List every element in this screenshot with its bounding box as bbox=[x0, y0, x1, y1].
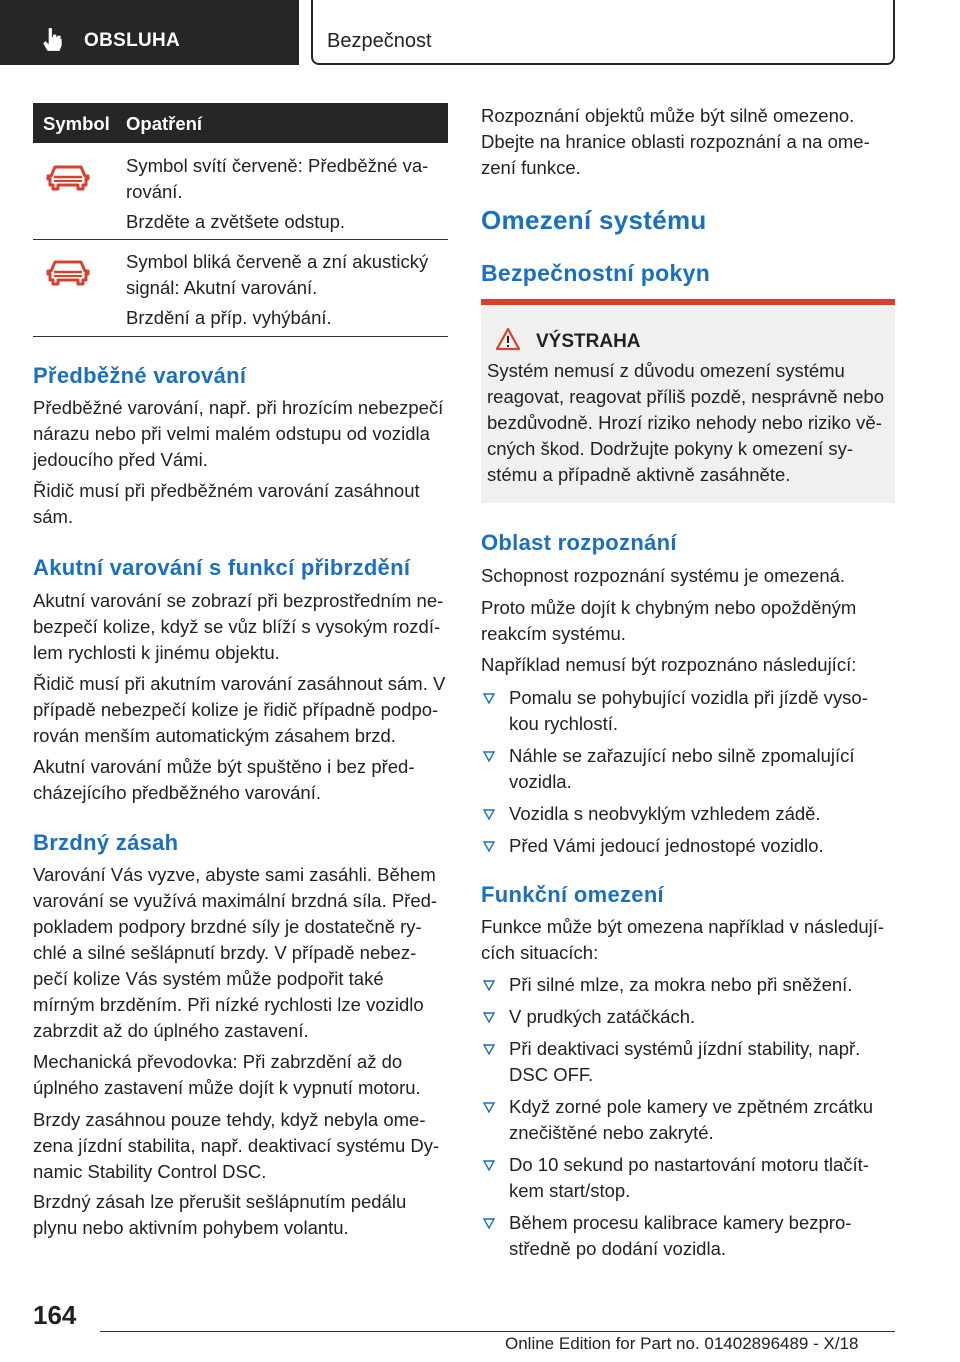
heading-func: Funkční omezení bbox=[481, 882, 664, 907]
list-item: Během procesu kalibrace kamery bezpro- středně po dodání vozidla. bbox=[481, 1210, 895, 1262]
warning-triangle-icon bbox=[495, 327, 521, 351]
list-item: Náhle se zařazující nebo silně zpomalující vozidla. bbox=[481, 743, 895, 795]
bullet-arrow-icon bbox=[483, 1011, 495, 1023]
col-action: Opatření bbox=[126, 113, 203, 134]
brake-p3: Brzdy zasáhnou pouze tehdy, když nebyla ome- zena jízdní stabilita, např. deaktivací systému Dy- namic Stability Control DSC. bbox=[33, 1109, 440, 1182]
heading-pre-warning: Předběžné varování bbox=[33, 363, 247, 388]
row-action: Brzděte a zvětšete odstup. bbox=[126, 211, 346, 232]
bullet-arrow-icon bbox=[483, 808, 495, 820]
acute-p1: Akutní varování se zobrazí při bezprostředním ne- bezpečí kolize, když se vůz blíží s vysokým rozdí- lem rychlosti k jinému objektu. bbox=[33, 590, 444, 663]
acute-p2: Řidič musí při akutním varování zasáhnout sám. V případě nebezpečí kolize je řidič případně podpo- rován menším automatickým zásahem brzd. bbox=[33, 673, 446, 746]
pre-p2: Řidič musí při předběžném varování zasáhnout sám. bbox=[33, 480, 420, 527]
table-header bbox=[33, 103, 448, 143]
section-label: OBSLUHA bbox=[84, 30, 181, 51]
heading-acute: Akutní varování s funkcí přibrzdění bbox=[33, 555, 411, 580]
warning-text: Systém nemusí z důvodu omezení systému reagovat, reagovat příliš pozdě, nesprávně nebo bezdůvodně. Hrozí riziko nehody nebo riziko vě- cných škod. Dodržujte pokyny k omezení sy- stému a případně aktivně zasáhněte. bbox=[487, 360, 884, 485]
list-item: V prudkých zatáčkách. bbox=[481, 1004, 895, 1030]
brake-p4: Brzdný zásah lze přerušit sešlápnutím pedálu plynu nebo aktivním pohybem volantu. bbox=[33, 1191, 407, 1238]
area-p3: Například nemusí být rozpoznáno následující: bbox=[481, 654, 857, 675]
bullet-arrow-icon bbox=[483, 1217, 495, 1229]
brake-p2: Mechanická převodovka: Při zabrzdění až do úplného zastavení může dojít k vypnutí motoru. bbox=[33, 1051, 421, 1098]
col-symbol: Symbol bbox=[43, 113, 110, 134]
table-row bbox=[33, 240, 448, 337]
list-item: Při deaktivaci systémů jízdní stability, např. DSC OFF. bbox=[481, 1036, 895, 1088]
func-p1: Funkce může být omezena například v následují- cích situacích: bbox=[481, 916, 885, 963]
func-list bbox=[481, 972, 895, 1262]
area-p1: Schopnost rozpoznání systému je omezená. bbox=[481, 565, 846, 586]
list-item: Pomalu se pohybující vozidla při jízdě vyso- kou rychlostí. bbox=[481, 685, 895, 737]
heading-safety: Bezpečnostní pokyn bbox=[481, 260, 711, 286]
heading-brake: Brzdný zásah bbox=[33, 830, 179, 855]
car-warning-icon bbox=[45, 163, 91, 195]
warning-title: VÝSTRAHA bbox=[536, 331, 641, 352]
heading-area: Oblast rozpoznání bbox=[481, 530, 677, 555]
chapter-tab[interactable] bbox=[311, 0, 895, 65]
list-item: Vozidla s neobvyklým vzhledem zádě. bbox=[481, 801, 895, 827]
table-row bbox=[33, 143, 448, 240]
warning-box bbox=[481, 299, 895, 503]
heading-limits: Omezení systému bbox=[481, 205, 707, 235]
car-warning-icon bbox=[45, 258, 91, 290]
brake-p1: Varování Vás vyzve, abyste sami zasáhli. Během varování se využívá maximální brzdná síla. Před- pokladem podpory brzdné síly je dostatečně ry- chlé a silné sešlápnutí brzdy. V případě nebez- pečí kolize Vás systém může podpořit také mírným brzděním. Při nízké rychlosti lze vozidlo zabrzdit až do úplného zastavení. bbox=[33, 864, 438, 1041]
list-item: Při silné mlze, za mokra nebo při sněžení. bbox=[481, 972, 895, 998]
row-action: Brzdění a příp. vyhýbání. bbox=[126, 307, 332, 328]
acute-p3: Akutní varování může být spuštěno i bez před- cházejícího předběžného varování. bbox=[33, 756, 415, 803]
bullet-arrow-icon bbox=[483, 840, 495, 852]
pre-p1: Předběžné varování, např. při hrozícím nebezpečí nárazu nebo při velmi malém odstupu od vozidla jedoucího před Vámi. bbox=[33, 397, 444, 470]
page-number: 164 bbox=[33, 1300, 77, 1330]
chapter-label: Bezpečnost bbox=[327, 30, 432, 52]
footer-edition: Online Edition for Part no. 01402896489 - X/18 bbox=[505, 1334, 859, 1353]
list-item: Když zorné pole kamery ve zpětném zrcátku znečištěné nebo zakryté. bbox=[481, 1094, 895, 1146]
footer-divider bbox=[100, 1331, 895, 1332]
section-tab[interactable] bbox=[0, 0, 299, 65]
bullet-arrow-icon bbox=[483, 1159, 495, 1171]
list-item: Před Vámi jedoucí jednostopé vozidlo. bbox=[481, 833, 895, 859]
bullet-arrow-icon bbox=[483, 979, 495, 991]
bullet-arrow-icon bbox=[483, 1043, 495, 1055]
bullet-arrow-icon bbox=[483, 692, 495, 704]
area-list bbox=[481, 685, 895, 859]
hand-icon bbox=[40, 26, 66, 52]
row-text: Symbol svítí červeně: Předběžné va- rování. bbox=[126, 155, 429, 202]
bullet-arrow-icon bbox=[483, 750, 495, 762]
row-text: Symbol bliká červeně a zní akustický signál: Akutní varování. bbox=[126, 251, 429, 298]
list-item: Do 10 sekund po nastartování motoru tlačít- kem start/stop. bbox=[481, 1152, 895, 1204]
area-p2: Proto může dojít k chybným nebo opožděným reakcím systému. bbox=[481, 597, 857, 644]
intro-text: Rozpoznání objektů může být silně omezeno. Dbejte na hranice oblasti rozpoznání a na ome- zení funkce. bbox=[481, 105, 870, 178]
bullet-arrow-icon bbox=[483, 1101, 495, 1113]
